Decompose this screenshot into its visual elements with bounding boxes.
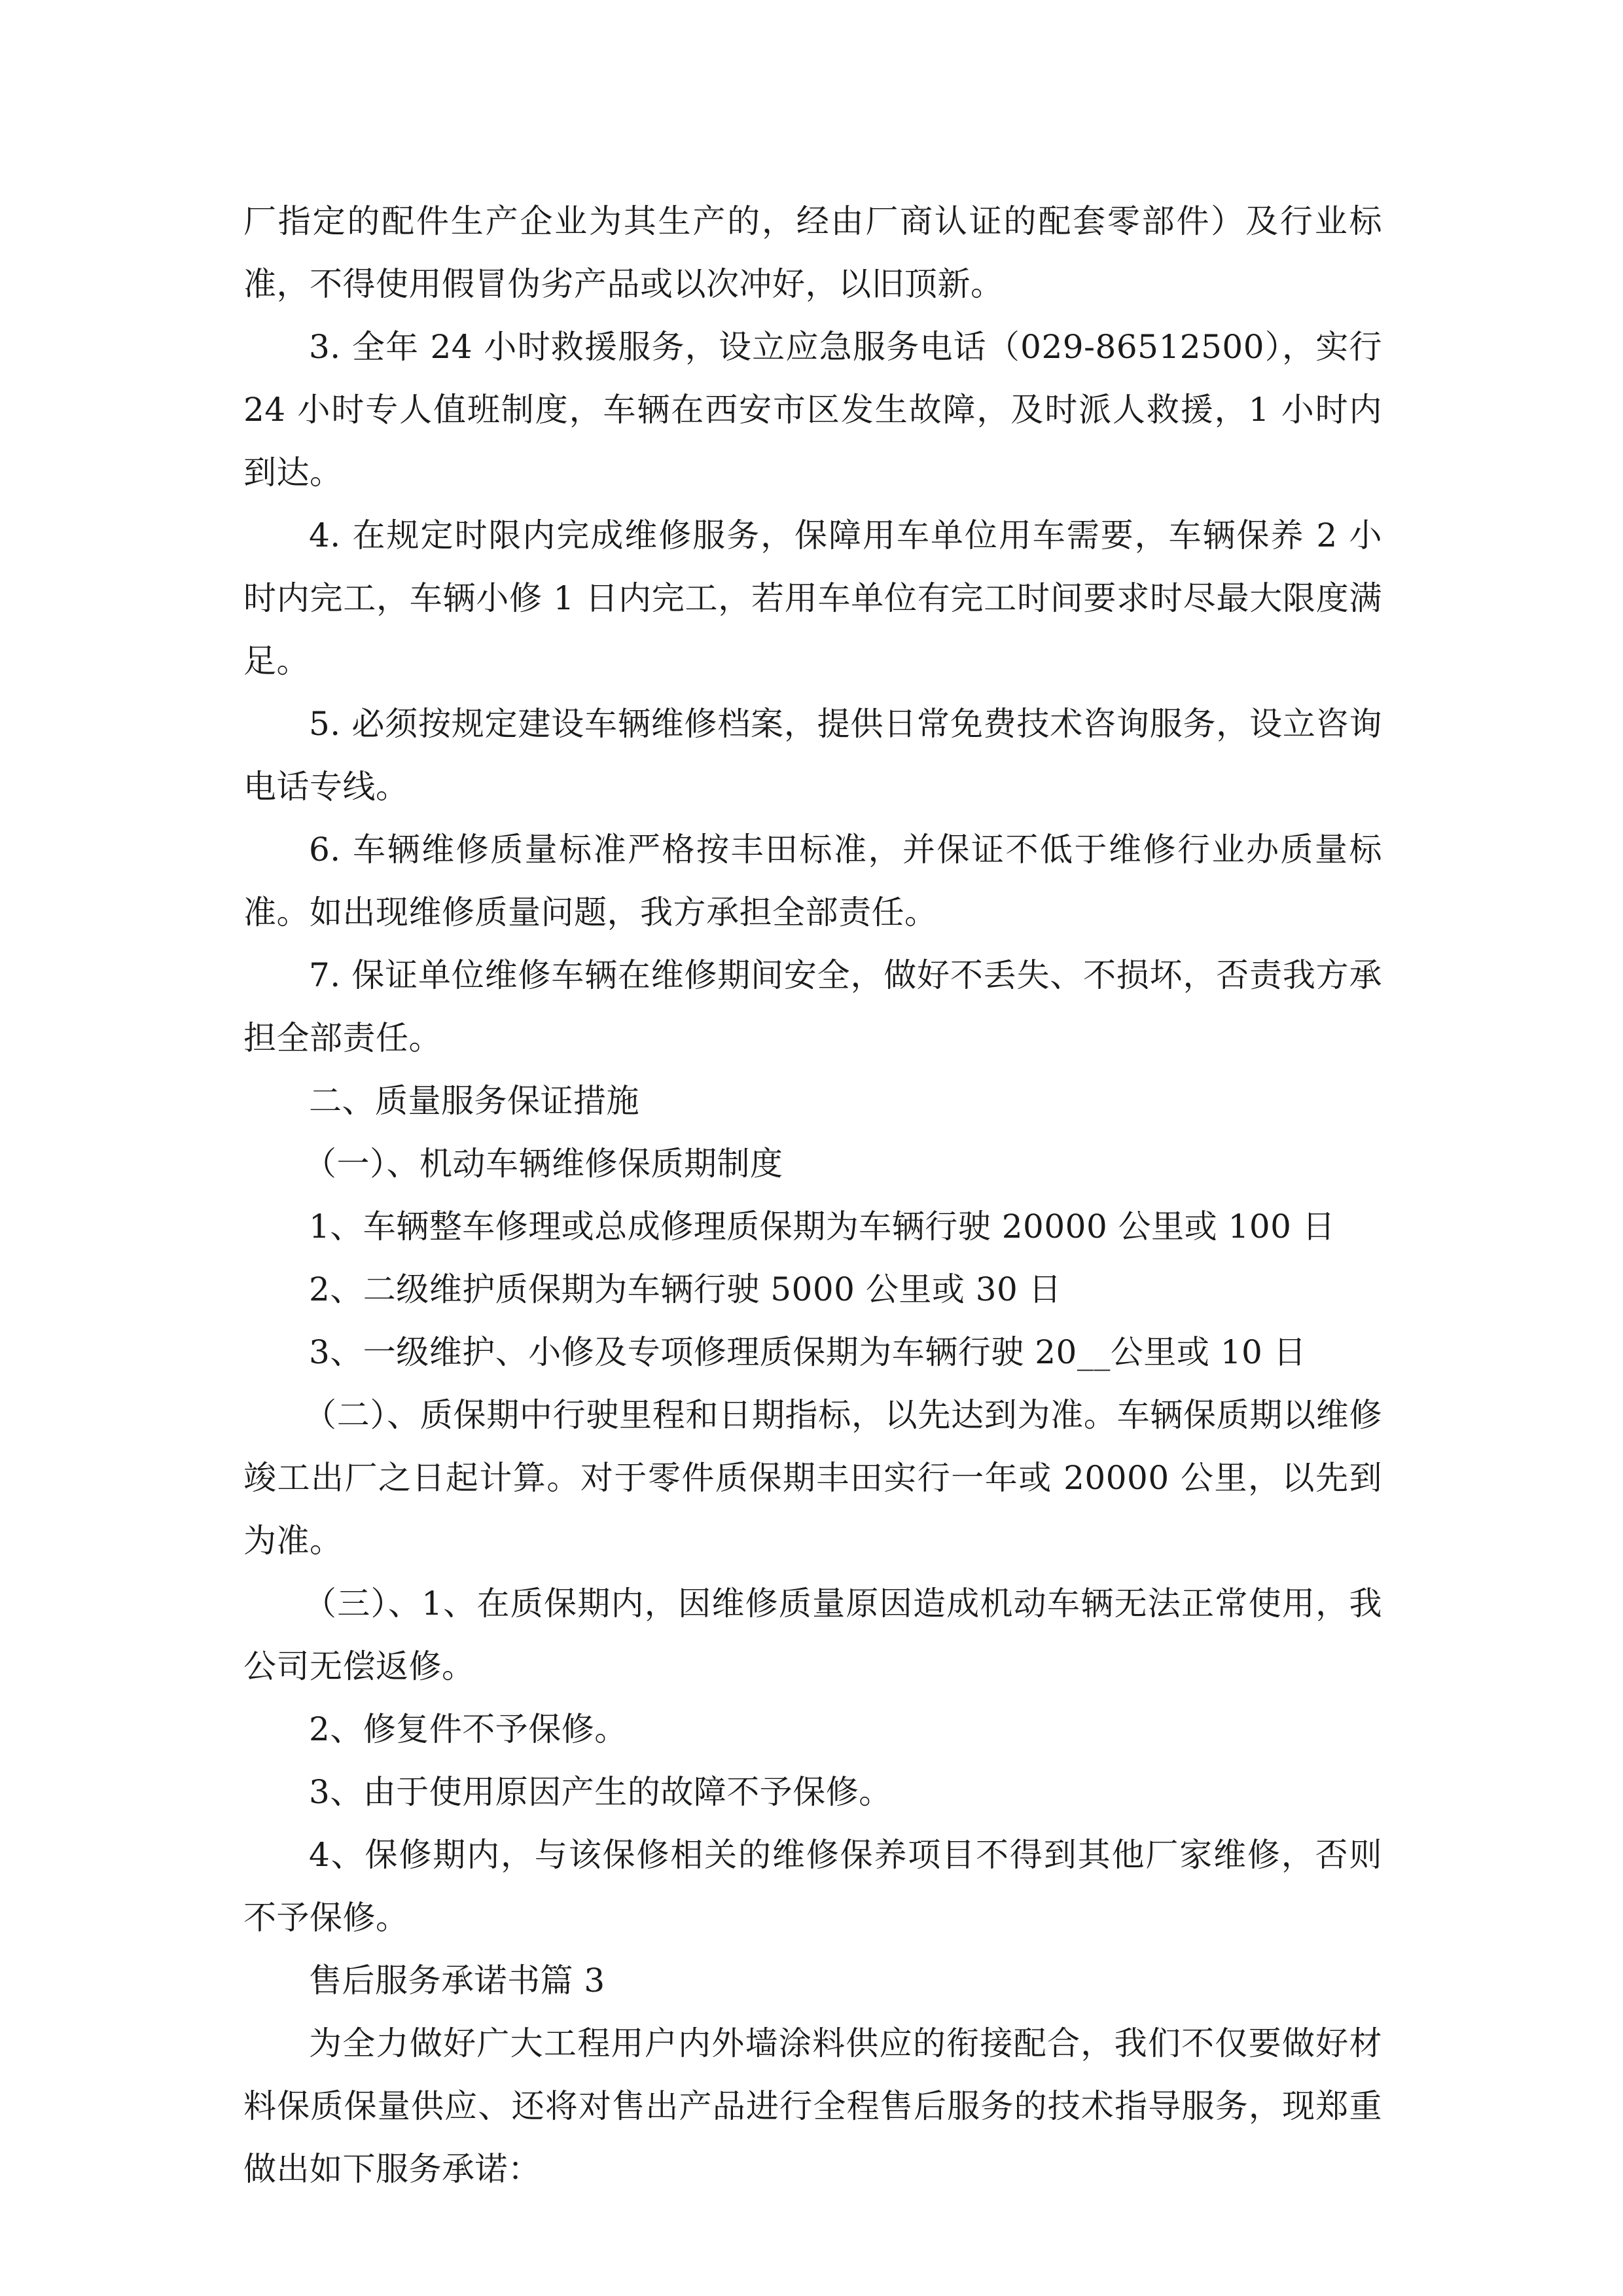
paragraph-item-7-safety: 7. 保证单位维修车辆在维修期间安全，做好不丢失、不损坏，否责我方承担全部责任。 [243,956,1382,1057]
paragraph-item-5-archive: 5. 必须按规定建设车辆维修档案，提供日常免费技术咨询服务，设立咨询电话专线。 [243,705,1382,806]
paragraph-warranty-3: 3、一级维护、小修及专项修理质保期为车辆行驶 20__公里或 10 日 [309,1333,1307,1371]
paragraph-warranty-2: 2、二级维护质保期为车辆行驶 5000 公里或 30 日 [309,1270,1062,1308]
paragraph-warranty-period-rule: （二）、质保期中行驶里程和日期指标，以先达到为准。车辆保质期以维修竣工出厂之日起计算。对于零件质保期丰田实行一年或 20000 公里，以先到为准。 [243,1396,1382,1560]
paragraph-other-factory: 4、保修期内，与该保修相关的维修保养项目不得到其他厂家维修，否则不予保修。 [243,1836,1382,1937]
paragraph-item-6-quality: 6. 车辆维修质量标准严格按丰田标准，并保证不低于维修行业办质量标准。如出现维修质量问题，我方承担全部责任。 [243,831,1382,931]
paragraph-warranty-1: 1、车辆整车修理或总成修理质保期为车辆行驶 20000 公里或 100 日 [309,1208,1336,1246]
section-heading-part-3: 售后服务承诺书篇 3 [309,1962,605,2000]
paragraph-item-4-time-limit: 4. 在规定时限内完成维修服务，保障用车单位用车需要，车辆保养 2 小时内完工，车辆小修 1 日内完工，若用车单位有完工时间要求时尽最大限度满足。 [243,516,1382,680]
paragraph-commitment-intro: 为全力做好广大工程用户内外墙涂料供应的衔接配合，我们不仅要做好材料保质保量供应、还将对售出产品进行全程售后服务的技术指导服务，现郑重做出如下服务承诺： [243,2024,1382,2188]
paragraph-repaired-parts: 2、修复件不予保修。 [309,1710,628,1748]
subheading-warranty-system: （一）、机动车辆维修保质期制度 [304,1145,783,1183]
section-heading-quality-measures: 二、质量服务保证措施 [309,1082,639,1120]
paragraph-free-repair: （三）、1、在质保期内，因维修质量原因造成机动车辆无法正常使用，我公司无偿返修。 [243,1585,1382,1685]
document-body [243,190,1382,2200]
paragraph-item-3-rescue: 3. 全年 24 小时救援服务，设立应急服务电话（029-86512500），实行 24 小时专人值班制度，车辆在西安市区发生故障，及时派人救援，1 小时内到达。 [243,328,1382,492]
paragraph-continued-standards: 厂指定的配件生产企业为其生产的，经由厂商认证的配套零部件）及行业标准，不得使用假冒伪劣产品或以次冲好，以旧顶新。 [243,202,1382,303]
paragraph-usage-faults: 3、由于使用原因产生的故障不予保修。 [309,1773,892,1811]
